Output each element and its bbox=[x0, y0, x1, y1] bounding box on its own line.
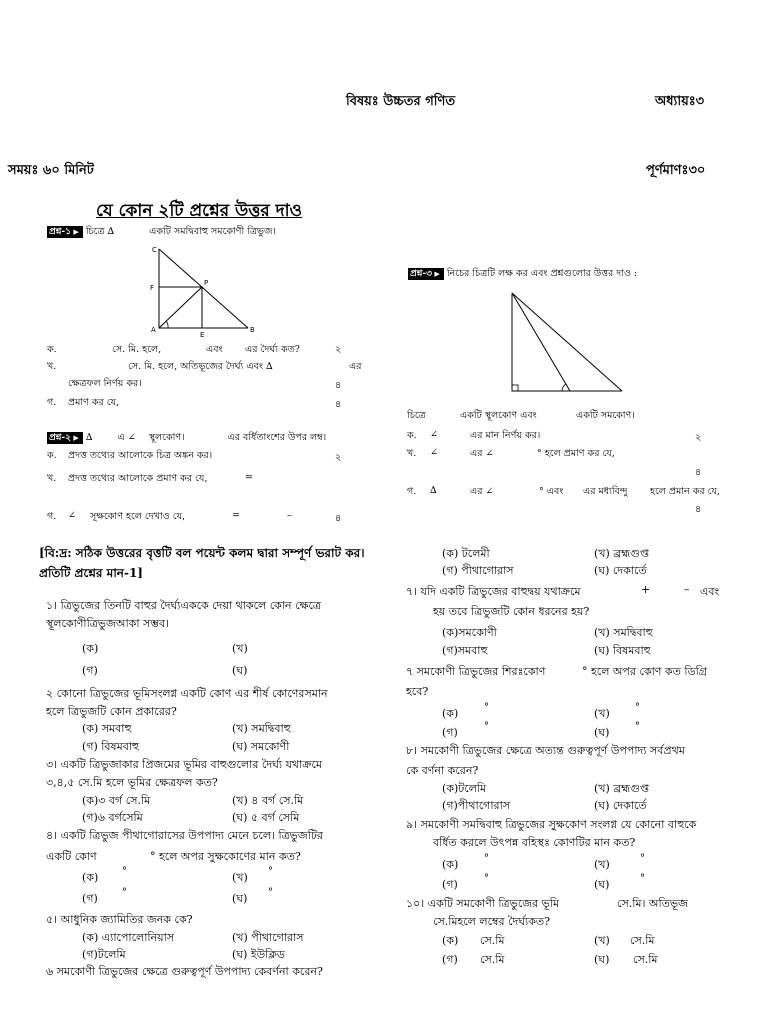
q3c-mark: ৪ bbox=[695, 504, 702, 515]
q3c-text3: ° এবং bbox=[539, 486, 564, 497]
q2-intro2: এ ∠ bbox=[117, 432, 136, 443]
q3b-text2: এর ∠ bbox=[470, 448, 494, 459]
mcq2-option-c[interactable]: (গ) বিষমবাহু bbox=[82, 740, 140, 753]
mcq4-option-b-deg: ° bbox=[268, 866, 273, 877]
mcq7-option-d[interactable]: (ঘ) বিষমবাহু bbox=[594, 644, 651, 657]
mcq7x-question: ৭ সমকোণী ত্রিভুজের শিরঃকোণ bbox=[406, 665, 546, 678]
mcq2-option-a[interactable]: (ক) সমবাহু bbox=[82, 722, 132, 735]
mcq3-option-c[interactable]: (গ)৬ বর্গসেমি bbox=[82, 811, 143, 824]
mcq7x-option-a-deg: ° bbox=[484, 702, 489, 713]
q3-tag: প্রশ্ন-৩ ▶ bbox=[408, 268, 444, 280]
mcq7-question: ৭। যদি একটি ত্রিভুজের বাহুদ্বয় যথাক্রমে bbox=[406, 585, 581, 598]
mcq10-option-a-unit: সে.মি bbox=[480, 934, 505, 947]
mcq4-question-2: একটি কোণ bbox=[46, 850, 97, 863]
q3a-mark: ২ bbox=[695, 432, 702, 443]
q3c-text4: এর মধ্যবিন্দু bbox=[583, 486, 628, 497]
mcq6-option-b[interactable]: (খ) ব্রহ্মগুপ্ত bbox=[594, 547, 649, 560]
mcq7-option-a[interactable]: (ক)সমকোণী bbox=[442, 626, 497, 639]
q3-caption2: একটি স্থূলকোণ এবং bbox=[460, 410, 537, 421]
fig1-label-c: C bbox=[152, 246, 157, 254]
mcq10-option-b-unit: সে.মি bbox=[630, 934, 655, 947]
mcq7x-option-b[interactable]: (খ) bbox=[594, 707, 610, 720]
mcq6-option-d[interactable]: (ঘ) দেকার্তে bbox=[594, 564, 647, 577]
q2c-minus: – bbox=[287, 510, 292, 521]
q1-intro: চিত্রে ∆ bbox=[85, 226, 115, 237]
mcq8-option-b[interactable]: (খ) ব্রহ্মগুপ্ত bbox=[594, 782, 649, 795]
mcq9-option-d-deg: ° bbox=[640, 873, 645, 884]
q1b-label: খ. bbox=[47, 361, 57, 372]
q2a-text: প্রদত্ত তথ্যের আলোকে চিত্র অঙ্কন কর। bbox=[68, 450, 213, 461]
q3-intro-line bbox=[408, 267, 637, 282]
mcq8-option-a[interactable]: (ক)টলেমি bbox=[442, 782, 487, 795]
q3-caption: চিত্রে bbox=[407, 410, 426, 421]
mcq5-question: ৫। আধুনিক জ্যামিতির জনক কে? bbox=[46, 913, 193, 926]
q2-intro3: স্থূলকোণ। bbox=[148, 432, 185, 443]
mcq9-option-d[interactable]: (ঘ) bbox=[594, 878, 610, 891]
q3-figure bbox=[500, 288, 630, 396]
mcq7-minus: – bbox=[684, 583, 690, 596]
mcq9-question: ৯। সমকোণী সমদ্বিবাহু ত্রিভুজের সুক্ষকোণ সংলগ্ন যে কোনো বাহুকে bbox=[406, 818, 697, 831]
mcq9-question-2: বর্ধিত করলে উৎপন্ন বহিস্থঃ কোণটির মান কত? bbox=[433, 836, 636, 849]
q2c-eq: = bbox=[232, 510, 240, 521]
q2b-label: খ. bbox=[47, 473, 57, 484]
mcq7-option-c[interactable]: (গ)সমবাহু bbox=[442, 644, 488, 657]
mcq2-question-2: হলে ত্রিভুজটি কোন প্রকারের? bbox=[46, 705, 177, 718]
mcq5-option-b[interactable]: (খ) পীথাগোরাস bbox=[232, 931, 304, 944]
q2c-text2: সূক্ষকোণ হলে দেখাও যে, bbox=[90, 511, 186, 522]
mcq7x-option-d[interactable]: (ঘ) bbox=[594, 726, 610, 739]
q3a-text: ∠ bbox=[430, 429, 438, 440]
mcq9-option-c-deg: ° bbox=[484, 873, 489, 884]
mcq4-question: ৪। একটি ত্রিভুজ পীথাগোরাসের উপপাদ্য মেনে চলে। ত্রিভুজটির bbox=[46, 829, 323, 842]
mcq9-option-c[interactable]: (গ) bbox=[442, 878, 458, 891]
mcq4-option-c[interactable]: (গ) bbox=[82, 892, 98, 905]
fig1-label-a: A bbox=[151, 326, 156, 334]
q1-intro2: একটি সমদ্বিবাহু সমকোণী ত্রিভুজ। bbox=[149, 226, 276, 237]
q1b-text2: এর bbox=[349, 361, 362, 372]
q1a-text2: এবং bbox=[206, 344, 223, 355]
q1c-label: গ. bbox=[47, 397, 57, 408]
mcq9-option-a-deg: ° bbox=[484, 853, 489, 864]
page-title: যে কোন ২টি প্রশ্নের উত্তর দাও bbox=[96, 201, 303, 221]
mcq9-option-b[interactable]: (খ) bbox=[594, 858, 610, 871]
mcq4-option-d-deg: ° bbox=[268, 887, 273, 898]
mcq3-option-d[interactable]: (ঘ) ৫ বর্গ সেমি bbox=[232, 811, 300, 824]
mcq2-option-d[interactable]: (ঘ) সমকোণী bbox=[232, 740, 290, 753]
q3a-label: ক. bbox=[407, 430, 417, 441]
q3b-text3: ° হলে প্রমাণ কর যে, bbox=[537, 448, 615, 459]
time-allowed: সময়ঃ ৬০ মিনিট bbox=[8, 163, 94, 178]
mcq4-question-3: ° হলে অপর সুক্ষকোণের মান কত? bbox=[150, 850, 301, 863]
q3a-text2: এর মান নির্ণয় কর। bbox=[470, 430, 541, 441]
q2-intro: ∆ bbox=[85, 432, 93, 443]
mcq1-option-c[interactable]: (গ) bbox=[82, 664, 98, 677]
mcq6-question: ৬ সমকোণী ত্রিভুজের ক্ষেত্রে গুরুত্বপূর্ণ উপপাদ্য কেবর্ণনা করেন? bbox=[46, 965, 323, 978]
q3c-text2: এর ∠ bbox=[470, 486, 494, 497]
mcq7x-option-c[interactable]: (গ) bbox=[442, 726, 458, 739]
mcq5-option-a[interactable]: (ক) এ্যাপোলোনিয়াস bbox=[82, 931, 175, 944]
q3-caption3: একটি সমকোণ। bbox=[576, 410, 635, 421]
mcq2-question: ২ কোনো ত্রিভুজের ভূমিসংলগ্ন একটি কোণ এর শীর্ষ কোণেরসমান bbox=[46, 687, 328, 700]
mcq7-option-b[interactable]: (খ) সমদ্বিবাহু bbox=[594, 626, 653, 639]
mcq4-option-c-deg: ° bbox=[122, 887, 127, 898]
subject: বিষয়ঃ উচ্চতর গণিত bbox=[346, 94, 456, 109]
mcq4-option-d[interactable]: (ঘ) bbox=[232, 892, 248, 905]
fig1-label-e: E bbox=[200, 331, 205, 339]
q2c-text: ∠ bbox=[68, 510, 76, 521]
q1c-mark: ৪ bbox=[335, 399, 342, 410]
q1b-text3: ক্ষেত্রফল নির্ণয় কর। bbox=[68, 378, 142, 389]
mcq7-question-2: হয় তবে ত্রিভুজটি কোন ধরনের হয়? bbox=[433, 605, 590, 618]
mcq10-question: ১০। একটি সমকোণী ত্রিভুজের ভূমি bbox=[406, 897, 560, 910]
mcq1-option-d[interactable]: (ঘ) bbox=[232, 664, 248, 677]
mcq7-plus: + bbox=[641, 583, 651, 596]
q2-intro4: এর বর্ধিতাংশের উপর লম্ব। bbox=[227, 432, 327, 443]
q2a-mark: ২ bbox=[335, 452, 342, 463]
q2c-mark: ৪ bbox=[335, 513, 342, 524]
mcq3-question-2: ৩,৪,৫ সে.মি হলে ভূমির ক্ষেত্রফল কত? bbox=[46, 776, 218, 789]
mcq-instruction: [বি:দ্র: সঠিক উত্তরের বৃত্তটি বল পয়েন্ট কলম দ্বারা সম্পূর্ণ ভরাট কর। প্রতিটি প্রশ্নের মান-1] bbox=[39, 546, 365, 580]
mcq7x-option-a[interactable]: (ক) bbox=[442, 707, 459, 720]
q1a-text3: এর দৈর্ঘ্য কত? bbox=[245, 344, 300, 355]
mcq7x-question-2: ° হলে অপর কোণ কত ডিগ্রি bbox=[582, 665, 708, 678]
mcq10-option-c[interactable]: (গ) bbox=[442, 953, 458, 966]
q3b-text: ∠ bbox=[430, 447, 438, 458]
q3-intro: নিচের চিত্রটি লক্ষ কর এবং প্রশ্নগুলোর উত্তর দাও : bbox=[446, 268, 638, 279]
q1b-mark: ৪ bbox=[335, 380, 342, 391]
q1a-mark: ২ bbox=[335, 344, 342, 355]
mcq5-option-d[interactable]: (ঘ) ইউক্লিড bbox=[232, 948, 286, 961]
fig1-label-p: P bbox=[204, 279, 209, 287]
mcq10-option-b[interactable]: (খ) bbox=[594, 934, 610, 947]
q2b-eq: = bbox=[245, 472, 253, 483]
mcq4-option-b[interactable]: (খ) bbox=[232, 871, 248, 884]
mcq1-option-b[interactable]: (খ) bbox=[232, 642, 248, 655]
q1a-text: সে. মি. হলে, bbox=[112, 344, 162, 355]
mcq1-question: ১। ত্রিভুজের তিনটি বাহুর দৈর্ঘ্যএককে দেয়া থাকলে কোন ক্ষেত্রে bbox=[46, 599, 321, 612]
mcq9-option-a[interactable]: (ক) bbox=[442, 858, 459, 871]
q3b-mark: ৪ bbox=[695, 467, 702, 478]
mcq7x-option-c-deg: ° bbox=[484, 721, 489, 732]
mcq10-option-c-unit: সে.মি bbox=[480, 953, 505, 966]
mcq7-and: এবং bbox=[700, 585, 720, 598]
q3b-label: খ. bbox=[407, 448, 417, 459]
mcq5-option-c[interactable]: (গ)টলেমি bbox=[82, 948, 126, 961]
q1a-label: ক. bbox=[47, 344, 57, 355]
mcq7x-option-d-deg: ° bbox=[635, 721, 640, 732]
q1-tag: প্রশ্ন-১ ▶ bbox=[47, 226, 83, 238]
mcq10-question-2: সে.মি। অতিভূজ bbox=[617, 897, 688, 910]
q1b-text: সে. মি. হলে, অতিভূজের দৈর্ঘ্য এবং ∆ bbox=[128, 361, 273, 372]
q2c-label: গ. bbox=[47, 511, 57, 522]
q2b-text: প্রদত্ত তথ্যের আলোকে প্রমাণ কর যে, bbox=[68, 473, 208, 484]
mcq8-option-d[interactable]: (ঘ) দেকার্তে bbox=[594, 799, 647, 812]
full-marks: পূর্ণমাণঃ৩০ bbox=[646, 163, 706, 178]
fig1-label-f: F bbox=[150, 284, 155, 292]
mcq2-option-b[interactable]: (খ) সমদ্বিবাহু bbox=[232, 722, 291, 735]
mcq3-question: ৩। একটি ত্রিভুজাকার প্রিজমের ভূমির বাহুগুলোর দৈর্ঘ্য যথাক্রমে bbox=[46, 758, 322, 771]
mcq7x-option-b-deg: ° bbox=[635, 702, 640, 713]
mcq4-option-a[interactable]: (ক) bbox=[82, 871, 99, 884]
mcq4-option-a-deg: ° bbox=[122, 866, 127, 877]
mcq8-question: ৮। সমকোণী ত্রিভুজের ক্ষেত্রে অত্যন্ত গুরুত্বপূর্ণ উপপাদ্য সর্বপ্রথম bbox=[406, 744, 685, 757]
q3c-text: ∆ bbox=[430, 485, 437, 496]
mcq10-option-a[interactable]: (ক) bbox=[442, 934, 459, 947]
q2a-label: ক. bbox=[47, 450, 57, 461]
mcq9-option-b-deg: ° bbox=[640, 853, 645, 864]
mcq10-option-d-unit: সে.মি bbox=[633, 953, 658, 966]
q1-figure bbox=[140, 240, 270, 340]
q2-intro-line bbox=[47, 431, 326, 446]
mcq3-option-a[interactable]: (ক)৩ বর্গ সে.মি bbox=[82, 794, 151, 807]
mcq7x-question-3: হবে? bbox=[406, 685, 429, 698]
mcq10-question-3: সে.মিহলে লম্বের দৈর্ঘ্যকত? bbox=[433, 915, 551, 928]
mcq8-question-2: কে বর্ণনা করেন? bbox=[406, 764, 479, 777]
q2-tag: প্রশ্ন-২ ▶ bbox=[47, 432, 83, 444]
mcq3-option-b[interactable]: (খ) ৪ বর্গ সে.মি bbox=[232, 794, 304, 807]
mcq6-option-c[interactable]: (গ) পীথাগোরাস bbox=[442, 564, 514, 577]
mcq1-question-2: স্থূলকোণীত্রিভুজআকা সম্ভব। bbox=[46, 617, 170, 630]
mcq1-option-a[interactable]: (ক) bbox=[82, 642, 99, 655]
q3c-label: গ. bbox=[407, 486, 417, 497]
q3c-text5: হলে প্রমান কর যে, bbox=[650, 486, 720, 497]
mcq6-option-a[interactable]: (ক) টলেমী bbox=[442, 547, 490, 560]
fig1-label-b: B bbox=[250, 326, 255, 334]
chapter: অধ্যায়ঃ৩ bbox=[655, 94, 705, 109]
mcq8-option-c[interactable]: (গ)পীথাগোরাস bbox=[442, 799, 511, 812]
q1c-text: প্রমাণ কর যে, bbox=[68, 397, 120, 408]
mcq10-option-d[interactable]: (ঘ) bbox=[594, 953, 610, 966]
q1-intro-line bbox=[47, 225, 276, 240]
